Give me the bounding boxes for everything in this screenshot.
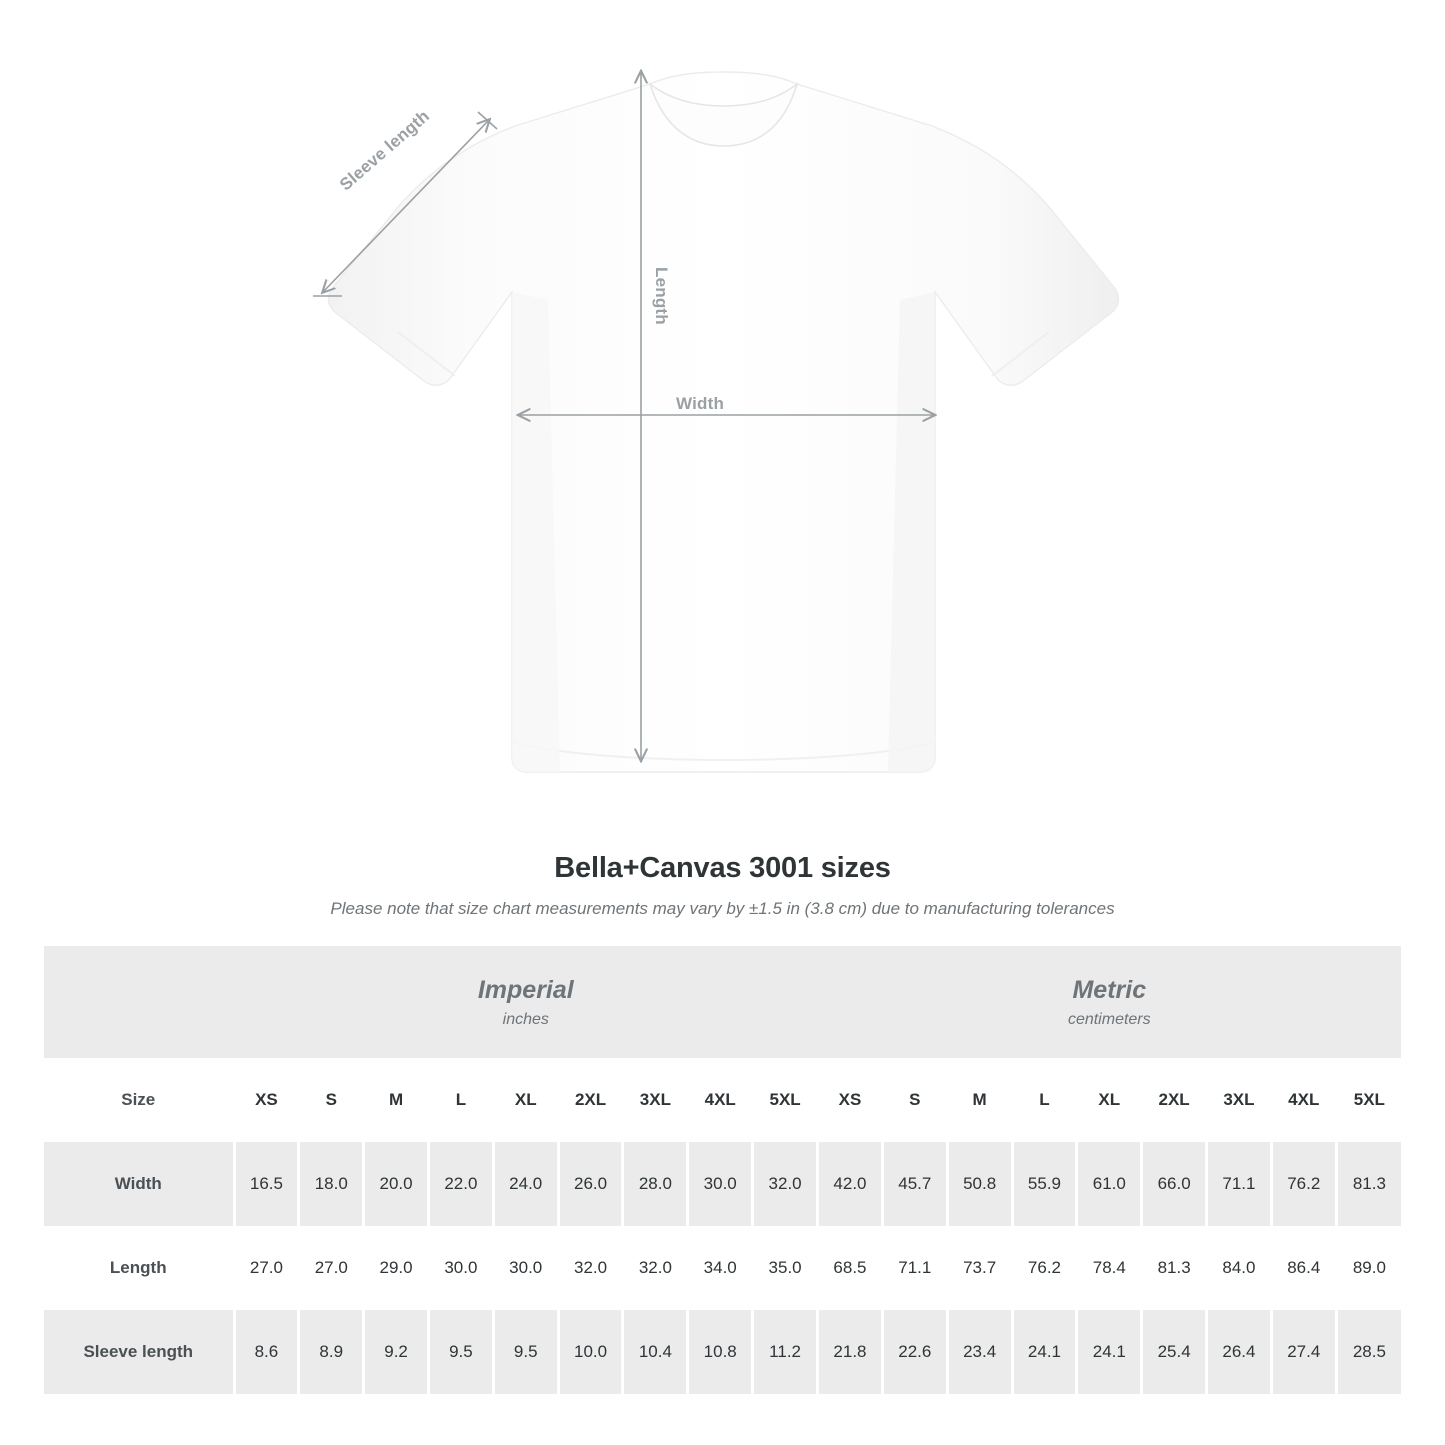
size-header-cell: 4XL — [1271, 1058, 1336, 1142]
table-cell: 28.5 — [1336, 1310, 1401, 1394]
table-row — [44, 1226, 1401, 1310]
table-cell: 84.0 — [1207, 1226, 1272, 1310]
table-cell: 25.4 — [1142, 1310, 1207, 1394]
size-header-cell: XS — [818, 1058, 883, 1142]
table-cell: 50.8 — [947, 1142, 1012, 1226]
table-cell: 34.0 — [688, 1226, 753, 1310]
table-cell: 16.5 — [234, 1142, 299, 1226]
table-cell: 10.8 — [688, 1310, 753, 1394]
size-header-cell: XL — [493, 1058, 558, 1142]
size-header-cell: 5XL — [753, 1058, 818, 1142]
size-header-cell: S — [882, 1058, 947, 1142]
title-block — [0, 852, 1445, 919]
table-cell: 23.4 — [947, 1310, 1012, 1394]
table-cell: 78.4 — [1077, 1226, 1142, 1310]
table-cell: 26.4 — [1207, 1310, 1272, 1394]
table-cell: 30.0 — [688, 1142, 753, 1226]
table-cell: 89.0 — [1336, 1226, 1401, 1310]
table-cell: 9.5 — [493, 1310, 558, 1394]
table-cell: 66.0 — [1142, 1142, 1207, 1226]
table-cell: 55.9 — [1012, 1142, 1077, 1226]
size-header-cell: 3XL — [623, 1058, 688, 1142]
table-cell: 22.6 — [882, 1310, 947, 1394]
imperial-unit-header-sub: inches — [502, 1010, 549, 1028]
imperial-unit-header — [234, 946, 818, 1058]
table-cell: 32.0 — [623, 1226, 688, 1310]
table-cell: 68.5 — [818, 1226, 883, 1310]
table-cell: 32.0 — [753, 1142, 818, 1226]
table-cell: 18.0 — [299, 1142, 364, 1226]
row-header-width: Width — [44, 1142, 234, 1226]
table-cell: 28.0 — [623, 1142, 688, 1226]
size-header-cell: S — [299, 1058, 364, 1142]
row-header-sleeve-length: Sleeve length — [44, 1310, 234, 1394]
size-header-cell: 4XL — [688, 1058, 753, 1142]
width-label: Width — [676, 394, 725, 413]
table-cell: 29.0 — [364, 1226, 429, 1310]
table-cell: 8.6 — [234, 1310, 299, 1394]
chart-title: Bella+Canvas 3001 sizes — [554, 852, 891, 884]
size-header-cell: M — [364, 1058, 429, 1142]
size-header-cell: 2XL — [558, 1058, 623, 1142]
chart-note: Please note that size chart measurements may vary by ±1.5 in (3.8 cm) due to manufacturing tolerances — [330, 899, 1115, 918]
table-cell: 30.0 — [428, 1226, 493, 1310]
metric-unit-header — [818, 946, 1401, 1058]
table-cell: 61.0 — [1077, 1142, 1142, 1226]
row-header-length: Length — [44, 1226, 234, 1310]
table-cell: 20.0 — [364, 1142, 429, 1226]
unit-header-row — [44, 946, 1401, 1058]
size-header-cell: 2XL — [1142, 1058, 1207, 1142]
table-cell: 42.0 — [818, 1142, 883, 1226]
table-cell: 9.2 — [364, 1310, 429, 1394]
table-cell: 76.2 — [1012, 1226, 1077, 1310]
table-cell: 24.0 — [493, 1142, 558, 1226]
table-cell: 81.3 — [1336, 1142, 1401, 1226]
metric-unit-header-sub: centimeters — [1067, 1010, 1151, 1028]
size-header-cell: L — [428, 1058, 493, 1142]
table-cell: 27.4 — [1271, 1310, 1336, 1394]
table-cell: 9.5 — [428, 1310, 493, 1394]
table-row — [44, 1310, 1401, 1394]
table-cell: 73.7 — [947, 1226, 1012, 1310]
size-header-cell: XL — [1077, 1058, 1142, 1142]
size-header-cell: M — [947, 1058, 1012, 1142]
size-header-cell: L — [1012, 1058, 1077, 1142]
table-cell: 26.0 — [558, 1142, 623, 1226]
length-label: Length — [652, 267, 671, 325]
table-cell: 27.0 — [299, 1226, 364, 1310]
size-header-cell: XS — [234, 1058, 299, 1142]
size-chart-table — [44, 946, 1401, 1394]
table-cell: 30.0 — [493, 1226, 558, 1310]
size-header-cell: 3XL — [1207, 1058, 1272, 1142]
table-cell: 22.0 — [428, 1142, 493, 1226]
table-cell: 10.4 — [623, 1310, 688, 1394]
table-cell: 45.7 — [882, 1142, 947, 1226]
table-corner-cell — [44, 946, 234, 1058]
table-cell: 71.1 — [1207, 1142, 1272, 1226]
table-cell: 27.0 — [234, 1226, 299, 1310]
table-cell: 71.1 — [882, 1226, 947, 1310]
sleeve-tick-top — [478, 112, 497, 129]
table-cell: 8.9 — [299, 1310, 364, 1394]
table-row — [44, 1142, 1401, 1226]
table-cell: 10.0 — [558, 1310, 623, 1394]
table-cell: 32.0 — [558, 1226, 623, 1310]
size-row-header: Size — [44, 1058, 234, 1142]
metric-unit-header-name: Metric — [1072, 975, 1147, 1004]
size-chart-table-wrap — [44, 946, 1401, 1394]
size-header-cell: 5XL — [1336, 1058, 1401, 1142]
sleeve-length-label: Sleeve length — [336, 106, 434, 195]
table-cell: 24.1 — [1077, 1310, 1142, 1394]
table-cell: 24.1 — [1012, 1310, 1077, 1394]
table-cell: 11.2 — [753, 1310, 818, 1394]
imperial-unit-header-name: Imperial — [477, 975, 574, 1004]
table-cell: 21.8 — [818, 1310, 883, 1394]
table-cell: 35.0 — [753, 1226, 818, 1310]
table-cell: 76.2 — [1271, 1142, 1336, 1226]
shirt-body-shape — [328, 72, 1118, 772]
size-header-row — [44, 1058, 1401, 1142]
table-cell: 86.4 — [1271, 1226, 1336, 1310]
table-cell: 81.3 — [1142, 1226, 1207, 1310]
